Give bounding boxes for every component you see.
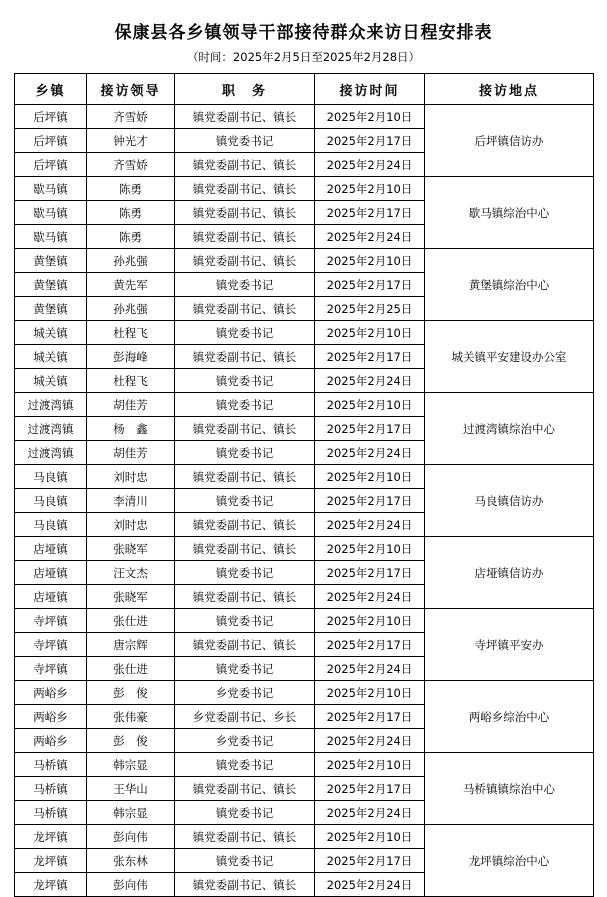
cell-post: 镇党委副书记、镇长 [175, 417, 315, 441]
cell-time: 2025年2月10日 [315, 753, 425, 777]
cell-place: 城关镇平安建设办公室 [425, 321, 594, 393]
cell-time: 2025年2月24日 [315, 585, 425, 609]
cell-leader: 唐宗辉 [87, 633, 175, 657]
cell-town: 马良镇 [15, 465, 87, 489]
cell-leader: 黄先军 [87, 273, 175, 297]
cell-leader: 陈勇 [87, 177, 175, 201]
cell-place: 歇马镇综治中心 [425, 177, 594, 249]
cell-leader: 彭向伟 [87, 873, 175, 897]
cell-town: 城关镇 [15, 345, 87, 369]
cell-leader: 陈勇 [87, 201, 175, 225]
cell-leader: 彭海峰 [87, 345, 175, 369]
cell-town: 黄堡镇 [15, 249, 87, 273]
cell-post: 镇党委书记 [175, 129, 315, 153]
cell-time: 2025年2月17日 [315, 201, 425, 225]
table-row [15, 753, 594, 777]
cell-leader: 胡佳芳 [87, 441, 175, 465]
cell-time: 2025年2月24日 [315, 513, 425, 537]
cell-leader: 张仕进 [87, 657, 175, 681]
cell-leader: 齐雪娇 [87, 105, 175, 129]
cell-post: 乡党委副书记、乡长 [175, 705, 315, 729]
cell-leader: 韩宗显 [87, 801, 175, 825]
table-body [15, 105, 594, 897]
cell-place: 两峪乡综治中心 [425, 681, 594, 753]
cell-post: 镇党委书记 [175, 801, 315, 825]
cell-town: 店垭镇 [15, 561, 87, 585]
cell-time: 2025年2月10日 [315, 465, 425, 489]
page-subtitle: （时间：2025年2月5日至2025年2月28日） [186, 50, 421, 64]
cell-town: 两峪乡 [15, 705, 87, 729]
cell-time: 2025年2月17日 [315, 633, 425, 657]
cell-town: 马良镇 [15, 513, 87, 537]
cell-town: 歇马镇 [15, 177, 87, 201]
cell-post: 镇党委副书记、镇长 [175, 105, 315, 129]
cell-town: 马桥镇 [15, 777, 87, 801]
cell-town: 过渡湾镇 [15, 441, 87, 465]
table-row [15, 177, 594, 201]
column-header-town: 乡镇 [15, 74, 87, 105]
cell-place: 寺坪镇平安办 [425, 609, 594, 681]
cell-leader: 彭向伟 [87, 825, 175, 849]
table-row [15, 537, 594, 561]
cell-town: 马桥镇 [15, 801, 87, 825]
cell-time: 2025年2月17日 [315, 561, 425, 585]
cell-leader: 王华山 [87, 777, 175, 801]
cell-town: 两峪乡 [15, 681, 87, 705]
cell-leader: 刘时忠 [87, 513, 175, 537]
cell-leader: 彭 俊 [87, 681, 175, 705]
cell-town: 城关镇 [15, 321, 87, 345]
cell-time: 2025年2月17日 [315, 705, 425, 729]
table-row [15, 321, 594, 345]
cell-town: 后坪镇 [15, 129, 87, 153]
cell-leader: 钟光才 [87, 129, 175, 153]
cell-leader: 齐雪娇 [87, 153, 175, 177]
cell-time: 2025年2月10日 [315, 537, 425, 561]
cell-time: 2025年2月17日 [315, 345, 425, 369]
table-row [15, 393, 594, 417]
cell-post: 镇党委副书记、镇长 [175, 873, 315, 897]
cell-time: 2025年2月24日 [315, 873, 425, 897]
cell-time: 2025年2月10日 [315, 177, 425, 201]
table-row [15, 249, 594, 273]
cell-post: 镇党委副书记、镇长 [175, 825, 315, 849]
cell-post: 镇党委副书记、镇长 [175, 585, 315, 609]
cell-leader: 李清川 [87, 489, 175, 513]
cell-post: 镇党委副书记、镇长 [175, 177, 315, 201]
column-header-time: 接访时间 [315, 74, 425, 105]
cell-time: 2025年2月10日 [315, 681, 425, 705]
cell-leader: 张伟豪 [87, 705, 175, 729]
cell-leader: 彭 俊 [87, 729, 175, 753]
cell-time: 2025年2月10日 [315, 393, 425, 417]
cell-post: 镇党委副书记、镇长 [175, 537, 315, 561]
cell-post: 镇党委书记 [175, 273, 315, 297]
cell-town: 城关镇 [15, 369, 87, 393]
cell-time: 2025年2月17日 [315, 273, 425, 297]
cell-post: 镇党委副书记、镇长 [175, 153, 315, 177]
cell-time: 2025年2月10日 [315, 825, 425, 849]
cell-post: 镇党委书记 [175, 849, 315, 873]
cell-time: 2025年2月17日 [315, 489, 425, 513]
page-title: 保康县各乡镇领导干部接待群众来访日程安排表 [114, 23, 493, 43]
cell-post: 镇党委副书记、镇长 [175, 201, 315, 225]
cell-leader: 张东林 [87, 849, 175, 873]
column-header-leader: 接访领导 [87, 74, 175, 105]
cell-leader: 胡佳芳 [87, 393, 175, 417]
cell-time: 2025年2月17日 [315, 417, 425, 441]
cell-place: 黄堡镇综治中心 [425, 249, 594, 321]
cell-leader: 孙兆强 [87, 297, 175, 321]
cell-town: 黄堡镇 [15, 297, 87, 321]
cell-post: 镇党委书记 [175, 489, 315, 513]
cell-time: 2025年2月17日 [315, 129, 425, 153]
cell-leader: 刘时忠 [87, 465, 175, 489]
cell-town: 过渡湾镇 [15, 417, 87, 441]
cell-town: 龙坪镇 [15, 849, 87, 873]
table-row [15, 681, 594, 705]
cell-town: 店垭镇 [15, 537, 87, 561]
cell-town: 马桥镇 [15, 753, 87, 777]
cell-town: 过渡湾镇 [15, 393, 87, 417]
cell-place: 马桥镇镇综治中心 [425, 753, 594, 825]
cell-leader: 韩宗显 [87, 753, 175, 777]
cell-post: 镇党委副书记、镇长 [175, 633, 315, 657]
cell-post: 镇党委副书记、镇长 [175, 465, 315, 489]
cell-time: 2025年2月24日 [315, 801, 425, 825]
cell-time: 2025年2月24日 [315, 441, 425, 465]
cell-time: 2025年2月10日 [315, 609, 425, 633]
cell-time: 2025年2月10日 [315, 105, 425, 129]
cell-post: 镇党委书记 [175, 561, 315, 585]
cell-town: 寺坪镇 [15, 609, 87, 633]
cell-post: 镇党委副书记、镇长 [175, 249, 315, 273]
table-row [15, 825, 594, 849]
cell-time: 2025年2月24日 [315, 657, 425, 681]
cell-post: 镇党委书记 [175, 753, 315, 777]
cell-leader: 汪文杰 [87, 561, 175, 585]
cell-post: 乡党委书记 [175, 729, 315, 753]
cell-post: 镇党委书记 [175, 321, 315, 345]
cell-time: 2025年2月25日 [315, 297, 425, 321]
column-header-post: 职 务 [175, 74, 315, 105]
cell-place: 店垭镇信访办 [425, 537, 594, 609]
cell-leader: 张仕进 [87, 609, 175, 633]
cell-post: 乡党委书记 [175, 681, 315, 705]
cell-town: 马良镇 [15, 489, 87, 513]
cell-leader: 杜程飞 [87, 369, 175, 393]
cell-post: 镇党委副书记、镇长 [175, 513, 315, 537]
table-row [15, 105, 594, 129]
cell-town: 寺坪镇 [15, 657, 87, 681]
cell-post: 镇党委副书记、镇长 [175, 777, 315, 801]
cell-time: 2025年2月10日 [315, 321, 425, 345]
cell-place: 过渡湾镇综治中心 [425, 393, 594, 465]
cell-leader: 杜程飞 [87, 321, 175, 345]
cell-time: 2025年2月24日 [315, 225, 425, 249]
table-row [15, 609, 594, 633]
cell-town: 歇马镇 [15, 201, 87, 225]
cell-town: 两峪乡 [15, 729, 87, 753]
cell-town: 后坪镇 [15, 105, 87, 129]
cell-time: 2025年2月10日 [315, 249, 425, 273]
cell-post: 镇党委副书记、镇长 [175, 225, 315, 249]
cell-post: 镇党委书记 [175, 441, 315, 465]
cell-town: 歇马镇 [15, 225, 87, 249]
cell-time: 2025年2月24日 [315, 729, 425, 753]
cell-post: 镇党委副书记、镇长 [175, 345, 315, 369]
cell-time: 2025年2月17日 [315, 777, 425, 801]
table-row [15, 465, 594, 489]
cell-leader: 张晓军 [87, 537, 175, 561]
cell-town: 寺坪镇 [15, 633, 87, 657]
cell-town: 后坪镇 [15, 153, 87, 177]
cell-time: 2025年2月24日 [315, 369, 425, 393]
table-header-row [15, 74, 594, 105]
cell-leader: 陈勇 [87, 225, 175, 249]
cell-town: 龙坪镇 [15, 825, 87, 849]
cell-leader: 杨 鑫 [87, 417, 175, 441]
cell-leader: 张晓军 [87, 585, 175, 609]
cell-town: 黄堡镇 [15, 273, 87, 297]
cell-leader: 孙兆强 [87, 249, 175, 273]
cell-time: 2025年2月24日 [315, 153, 425, 177]
cell-post: 镇党委书记 [175, 609, 315, 633]
cell-town: 龙坪镇 [15, 873, 87, 897]
cell-town: 店垭镇 [15, 585, 87, 609]
cell-time: 2025年2月17日 [315, 849, 425, 873]
cell-post: 镇党委书记 [175, 393, 315, 417]
reception-schedule-table [14, 73, 594, 897]
cell-post: 镇党委书记 [175, 657, 315, 681]
cell-place: 龙坪镇综治中心 [425, 825, 594, 897]
column-header-place: 接访地点 [425, 74, 594, 105]
cell-place: 后坪镇信访办 [425, 105, 594, 177]
cell-place: 马良镇信访办 [425, 465, 594, 537]
cell-post: 镇党委书记 [175, 369, 315, 393]
cell-post: 镇党委副书记、镇长 [175, 297, 315, 321]
